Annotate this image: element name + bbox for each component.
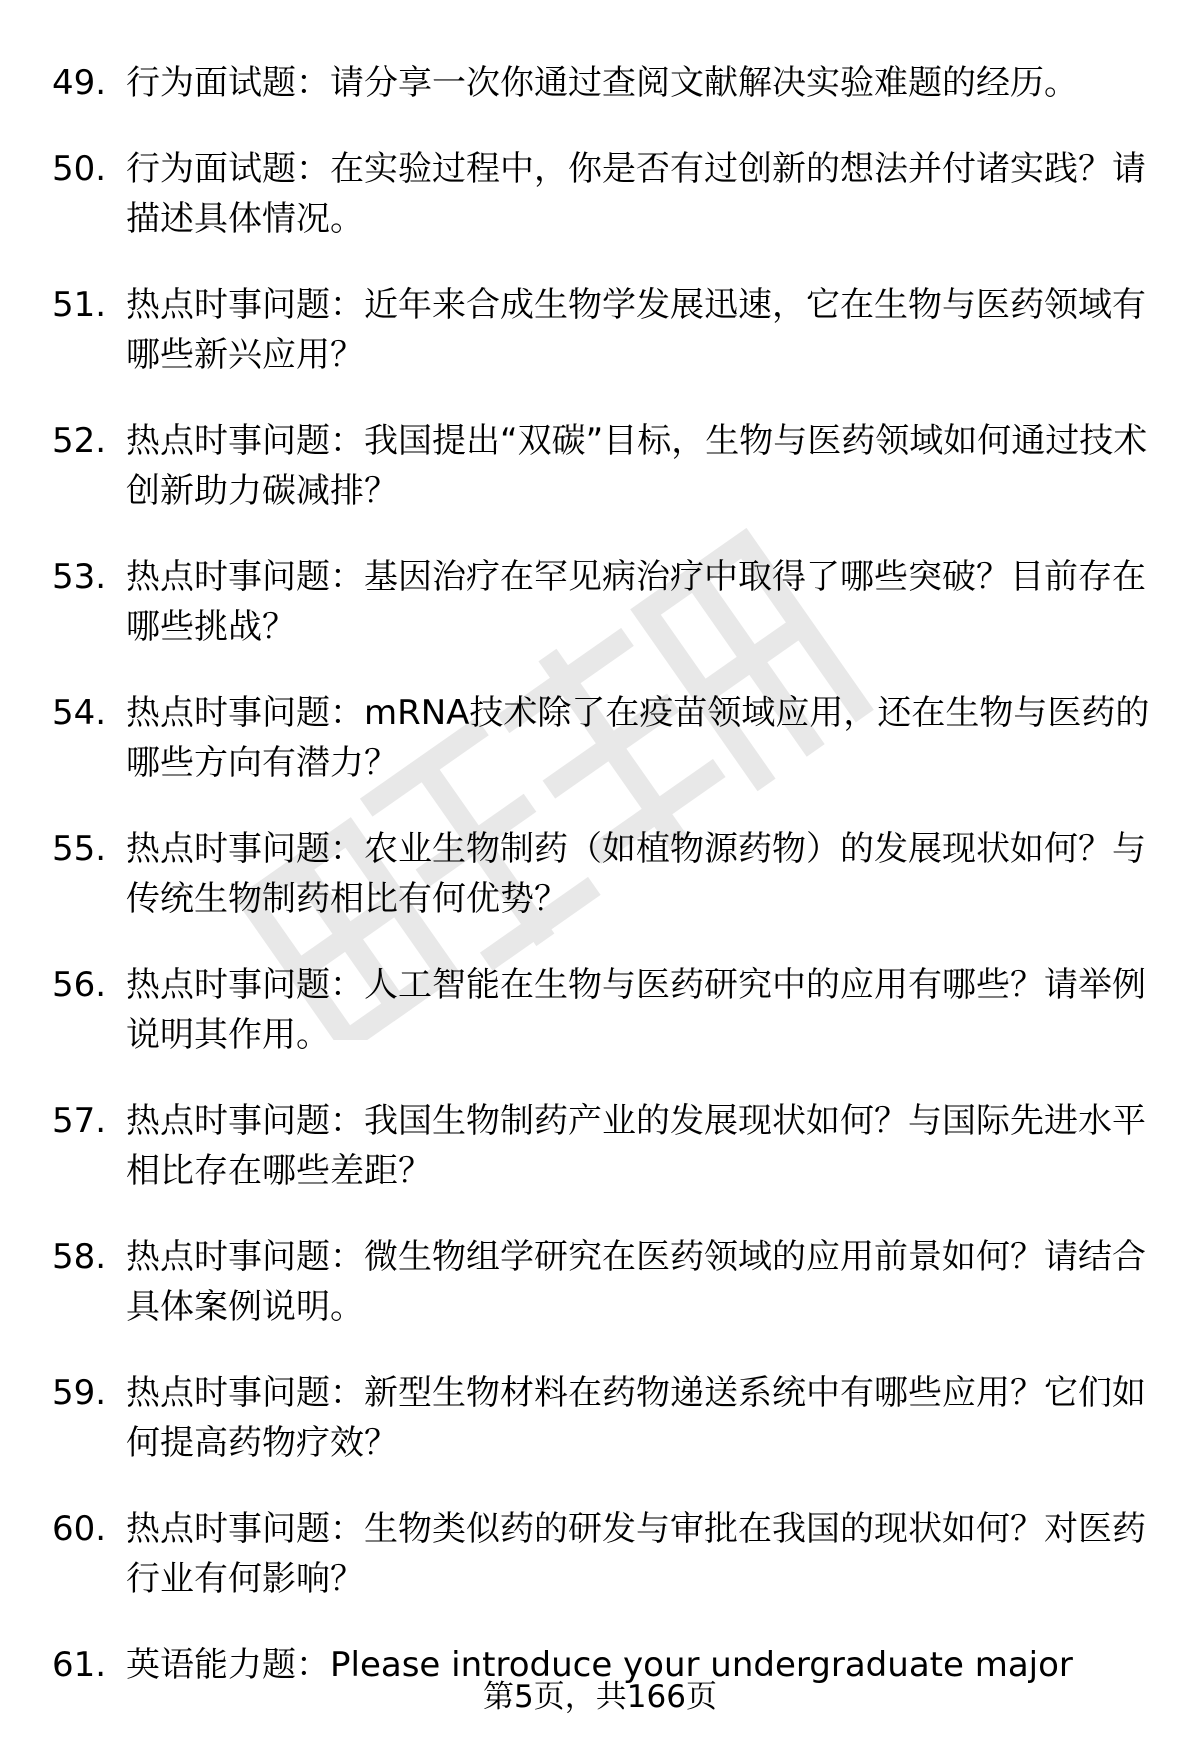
- list-item: [52, 824, 1152, 924]
- item-number: 54.: [52, 693, 107, 733]
- item-number: 59.: [52, 1373, 107, 1413]
- item-number: 60.: [52, 1509, 107, 1549]
- item-number: 55.: [52, 829, 107, 869]
- item-text: 行为面试题：请分享一次你通过查阅文献解决实验难题的经历。: [126, 63, 1078, 103]
- item-number: 61.: [52, 1645, 107, 1685]
- list-item: [52, 688, 1152, 788]
- list-item: [52, 280, 1152, 380]
- item-number: 49.: [52, 63, 107, 103]
- list-item: [52, 1504, 1152, 1604]
- list-item: [52, 58, 1152, 108]
- item-text: 热点时事问题：mRNA技术除了在疫苗领域应用，还在生物与医药的哪些方向有潜力？: [126, 693, 1150, 783]
- item-text: 热点时事问题：我国生物制药产业的发展现状如何？与国际先进水平相比存在哪些差距？: [126, 1101, 1146, 1191]
- list-item: [52, 416, 1152, 516]
- item-text: 热点时事问题：生物类似药的研发与审批在我国的现状如何？对医药行业有何影响？: [126, 1509, 1146, 1599]
- item-text: 热点时事问题：农业生物制药（如植物源药物）的发展现状如何？与传统生物制药相比有何优势？: [126, 829, 1146, 919]
- item-number: 58.: [52, 1237, 107, 1277]
- item-text: 行为面试题：在实验过程中，你是否有过创新的想法并付诸实践？请描述具体情况。: [126, 149, 1146, 239]
- item-text: 热点时事问题：近年来合成生物学发展迅速，它在生物与医药领域有哪些新兴应用？: [126, 285, 1146, 375]
- list-item: [52, 960, 1152, 1060]
- page-footer: 第5页，共166页: [483, 1679, 717, 1715]
- list-item: [52, 552, 1152, 652]
- item-number: 57.: [52, 1101, 107, 1141]
- list-item: [52, 144, 1152, 244]
- item-text: 热点时事问题：微生物组学研究在医药领域的应用前景如何？请结合具体案例说明。: [126, 1237, 1146, 1327]
- question-list: [52, 58, 1152, 1726]
- item-number: 53.: [52, 557, 107, 597]
- item-text: 热点时事问题：基因治疗在罕见病治疗中取得了哪些突破？目前存在哪些挑战？: [126, 557, 1146, 647]
- list-item: [52, 1232, 1152, 1332]
- item-number: 56.: [52, 965, 107, 1005]
- list-item: [52, 1096, 1152, 1196]
- list-item: [52, 1368, 1152, 1468]
- item-text: 热点时事问题：我国提出“双碳”目标，生物与医药领域如何通过技术创新助力碳减排？: [126, 421, 1148, 511]
- item-number: 50.: [52, 149, 107, 189]
- item-text: 热点时事问题：人工智能在生物与医药研究中的应用有哪些？请举例说明其作用。: [126, 965, 1146, 1055]
- item-number: 51.: [52, 285, 107, 325]
- item-number: 52.: [52, 421, 107, 461]
- item-text: 热点时事问题：新型生物材料在药物递送系统中有哪些应用？它们如何提高药物疗效？: [126, 1373, 1146, 1463]
- item-text: 英语能力题：Please introduce your undergraduate major: [126, 1645, 1073, 1685]
